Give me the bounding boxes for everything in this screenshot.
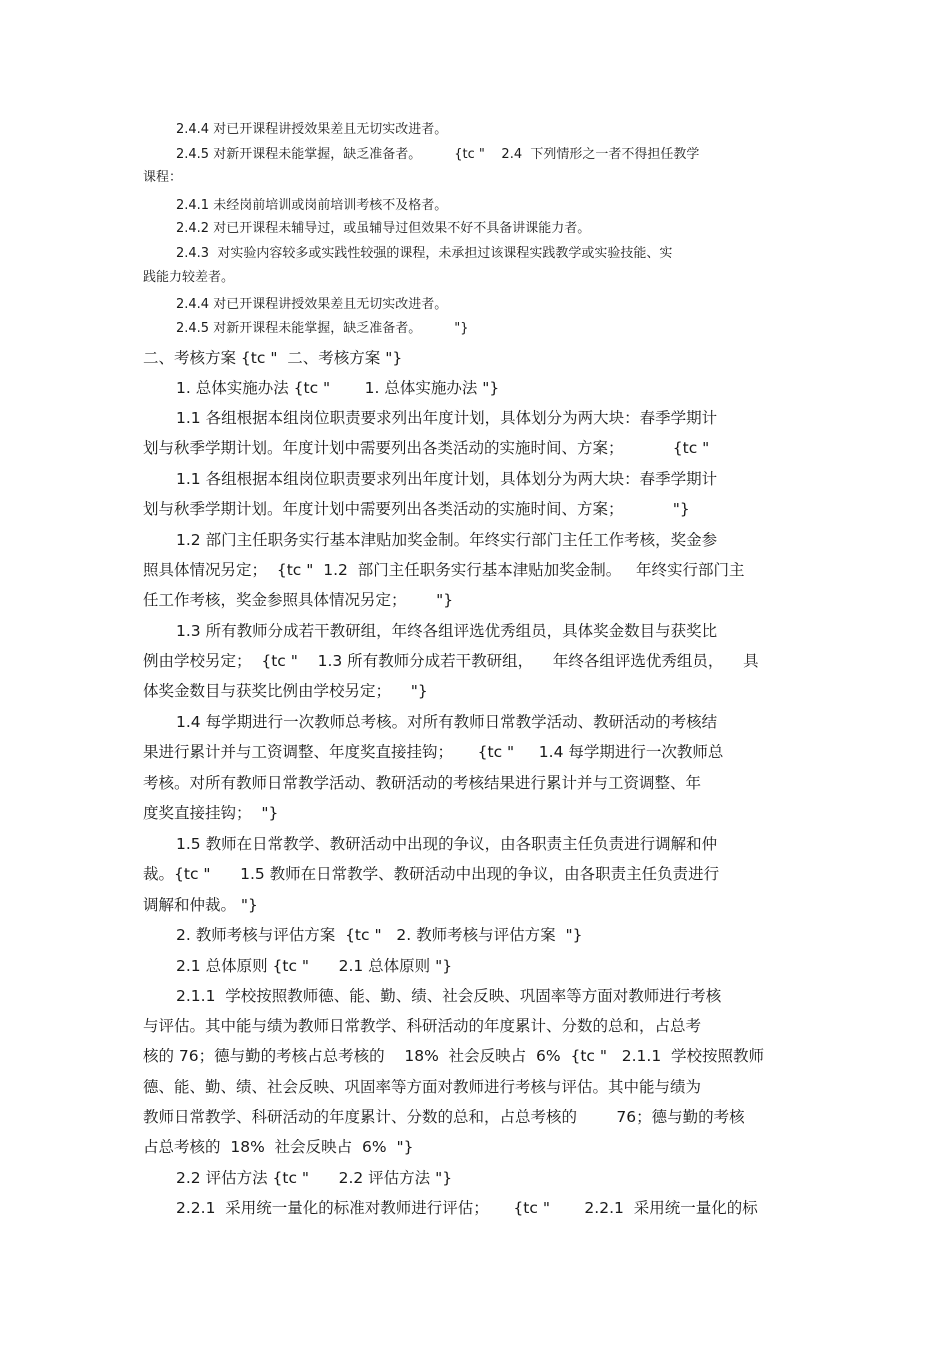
text-line: 1.2 部门主任职务实行基本津贴加奖金制。年终实行部门主任工作考核，奖金参 [176,531,718,549]
text-line: 2.4.5 对新开课程未能掌握，缺乏准备者。 "} [176,321,469,336]
text-line: 任工作考核，奖金参照具体情况另定； "} [143,591,454,609]
text-line: 课程： [143,170,183,185]
subsection-heading: 2.2 评估方法 {tc " 2.2 评估方法 "} [176,1169,453,1187]
text-line: 2.2.1 采用统一量化的标准对教师进行评估； {tc " 2.2.1 采用统一量化的标 [176,1199,758,1217]
text-line: 划与秋季学期计划。年度计划中需要列出各类活动的实施时间、方案； {tc " [143,439,710,457]
subsection-heading: 2. 教师考核与评估方案 {tc " 2. 教师考核与评估方案 "} [176,926,583,944]
text-line: 核的 76；德与勤的考核占总考核的 18% 社会反映占 6% {tc " 2.1.1 学校按照教师 [143,1047,765,1065]
subsection-heading: 1. 总体实施办法 {tc " 1. 总体实施办法 "} [176,379,500,397]
text-line: 2.4.3 对实验内容较多或实践性较强的课程，未承担过该课程实践教学或实验技能、实 [176,246,673,261]
text-line: 2.4.4 对已开课程讲授效果差且无切实改进者。 [176,122,448,137]
text-line: 2.4.1 未经岗前培训或岗前培训考核不及格者。 [176,198,448,213]
section-heading: 二、考核方案 {tc " 二、考核方案 "} [143,349,403,367]
text-line: 2.4.4 对已开课程讲授效果差且无切实改进者。 [176,297,448,312]
text-line: 德、能、勤、绩、社会反映、巩固率等方面对教师进行考核与评估。其中能与绩为 [143,1078,702,1096]
text-line: 2.4.2 对已开课程未辅导过，或虽辅导过但效果不好不具备讲课能力者。 [176,221,591,236]
text-line: 例由学校另定； {tc " 1.3 所有教师分成若干教研组， 年终各组评选优秀组员， 具 [143,652,759,670]
text-line: 1.3 所有教师分成若干教研组，年终各组评选优秀组员，具体奖金数目与获奖比 [176,622,718,640]
subsection-heading: 2.1 总体原则 {tc " 2.1 总体原则 "} [176,957,453,975]
text-line: 体奖金数目与获奖比例由学校另定； "} [143,682,428,700]
text-line: 裁。{tc " 1.5 教师在日常教学、教研活动中出现的争议，由各职责主任负责进行 [143,865,720,883]
text-line: 1.5 教师在日常教学、教研活动中出现的争议，由各职责主任负责进行调解和仲 [176,835,718,853]
text-line: 教师日常教学、科研活动的年度累计、分数的总和，占总考核的 76；德与勤的考核 [143,1108,745,1126]
text-line: 1.4 每学期进行一次教师总考核。对所有教师日常教学活动、教研活动的考核结 [176,713,718,731]
text-line: 划与秋季学期计划。年度计划中需要列出各类活动的实施时间、方案； "} [143,500,690,518]
text-line: 果进行累计并与工资调整、年度奖直接挂钩； {tc " 1.4 每学期进行一次教师总 [143,743,724,761]
text-line: 考核。对所有教师日常教学活动、教研活动的考核结果进行累计并与工资调整、年 [143,774,702,792]
text-line: 2.1.1 学校按照教师德、能、勤、绩、社会反映、巩固率等方面对教师进行考核 [176,987,722,1005]
text-line: 调解和仲裁。 "} [143,896,258,914]
text-line: 1.1 各组根据本组岗位职责要求列出年度计划，具体划分为两大块：春季学期计 [176,409,718,427]
text-line: 度奖直接挂钩； "} [143,804,279,822]
text-line: 践能力较差者。 [143,270,235,285]
text-line: 2.4.5 对新开课程未能掌握，缺乏准备者。 {tc " 2.4 下列情形之一者不得担任教学 [176,147,700,162]
text-line: 占总考核的 18% 社会反映占 6% "} [143,1138,414,1156]
text-line: 与评估。其中能与绩为教师日常教学、科研活动的年度累计、分数的总和，占总考 [143,1017,702,1035]
text-line: 照具体情况另定； {tc " 1.2 部门主任职务实行基本津贴加奖金制。 年终实行部门主 [143,561,745,579]
text-line: 1.1 各组根据本组岗位职责要求列出年度计划，具体划分为两大块：春季学期计 [176,470,718,488]
